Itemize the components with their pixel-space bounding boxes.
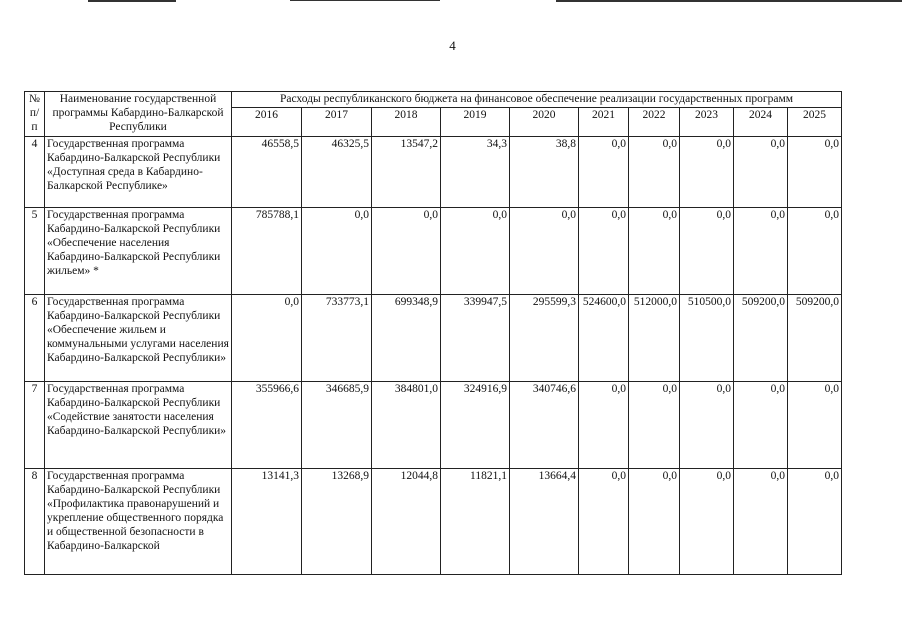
year-header: 2024 [734, 108, 788, 137]
value-cell: 0,0 [629, 469, 680, 575]
page-number: 4 [449, 38, 456, 53]
value-cell: 0,0 [734, 208, 788, 295]
value-cell: 13664,4 [510, 469, 579, 575]
year-header: 2023 [680, 108, 734, 137]
year-header: 2018 [372, 108, 441, 137]
value-cell: 13141,3 [232, 469, 302, 575]
value-cell: 13547,2 [372, 137, 441, 208]
value-cell: 11821,1 [441, 469, 510, 575]
value-cell: 699348,9 [372, 295, 441, 382]
value-cell: 12044,8 [372, 469, 441, 575]
program-name: Государственная программа Кабардино-Балкарской Республики «Обеспечение жильем и коммунальными услугами населения Кабардино-Балкарской Республики» [45, 295, 232, 382]
value-cell: 0,0 [788, 469, 842, 575]
value-cell: 0,0 [232, 295, 302, 382]
value-cell: 0,0 [734, 137, 788, 208]
value-cell: 509200,0 [734, 295, 788, 382]
value-cell: 0,0 [579, 469, 629, 575]
value-cell: 0,0 [680, 137, 734, 208]
table-row [25, 137, 842, 208]
value-cell: 510500,0 [680, 295, 734, 382]
top-rule-right [556, 0, 902, 2]
year-header: 2020 [510, 108, 579, 137]
row-number: 5 [25, 208, 45, 295]
row-number: 4 [25, 137, 45, 208]
value-cell: 0,0 [441, 208, 510, 295]
value-cell: 0,0 [579, 208, 629, 295]
header-number: № п/п [25, 92, 45, 137]
table-row [25, 208, 842, 295]
value-cell: 384801,0 [372, 382, 441, 469]
year-header: 2019 [441, 108, 510, 137]
value-cell: 0,0 [680, 208, 734, 295]
value-cell: 0,0 [510, 208, 579, 295]
value-cell: 509200,0 [788, 295, 842, 382]
program-name: Государственная программа Кабардино-Балкарской Республики «Обеспечение населения Кабардино-Балкарской Республики жильем» * [45, 208, 232, 295]
value-cell: 0,0 [579, 137, 629, 208]
value-cell: 0,0 [579, 382, 629, 469]
value-cell: 324916,9 [441, 382, 510, 469]
year-header: 2017 [302, 108, 372, 137]
program-name: Государственная программа Кабардино-Балкарской Республики «Профилактика правонарушений и укрепление общественного порядка и общественной безопасности в Кабардино-Балкарской [45, 469, 232, 575]
value-cell: 34,3 [441, 137, 510, 208]
value-cell: 46558,5 [232, 137, 302, 208]
value-cell: 0,0 [788, 208, 842, 295]
value-cell: 0,0 [680, 469, 734, 575]
year-header: 2022 [629, 108, 680, 137]
table-row [25, 295, 842, 382]
year-header: 2016 [232, 108, 302, 137]
header-row-group [25, 92, 842, 108]
value-cell: 46325,5 [302, 137, 372, 208]
value-cell: 0,0 [788, 137, 842, 208]
year-header: 2021 [579, 108, 629, 137]
value-cell: 785788,1 [232, 208, 302, 295]
value-cell: 0,0 [629, 208, 680, 295]
year-header: 2025 [788, 108, 842, 137]
value-cell: 340746,6 [510, 382, 579, 469]
budget-table [24, 91, 842, 575]
value-cell: 0,0 [629, 382, 680, 469]
value-cell: 339947,5 [441, 295, 510, 382]
value-cell: 0,0 [788, 382, 842, 469]
value-cell: 355966,6 [232, 382, 302, 469]
row-number: 8 [25, 469, 45, 575]
value-cell: 0,0 [680, 382, 734, 469]
value-cell: 524600,0 [579, 295, 629, 382]
top-rule-middle [290, 0, 440, 1]
value-cell: 38,8 [510, 137, 579, 208]
value-cell: 512000,0 [629, 295, 680, 382]
row-number: 6 [25, 295, 45, 382]
value-cell: 0,0 [734, 469, 788, 575]
value-cell: 0,0 [372, 208, 441, 295]
table-row [25, 469, 842, 575]
value-cell: 0,0 [629, 137, 680, 208]
value-cell: 295599,3 [510, 295, 579, 382]
value-cell: 0,0 [302, 208, 372, 295]
value-cell: 733773,1 [302, 295, 372, 382]
program-name: Государственная программа Кабардино-Балкарской Республики «Доступная среда в Кабардино-Балкарской Республике» [45, 137, 232, 208]
header-program-name: Наименование государственной программы Кабардино-Балкарской Республики [45, 92, 232, 137]
row-number: 7 [25, 382, 45, 469]
header-expenses: Расходы республиканского бюджета на финансовое обеспечение реализации государственных программ [232, 92, 842, 108]
top-rule-left [88, 0, 176, 2]
value-cell: 346685,9 [302, 382, 372, 469]
value-cell: 0,0 [734, 382, 788, 469]
table-row [25, 382, 842, 469]
program-name: Государственная программа Кабардино-Балкарской Республики «Содействие занятости населения Кабардино-Балкарской Республики» [45, 382, 232, 469]
value-cell: 13268,9 [302, 469, 372, 575]
